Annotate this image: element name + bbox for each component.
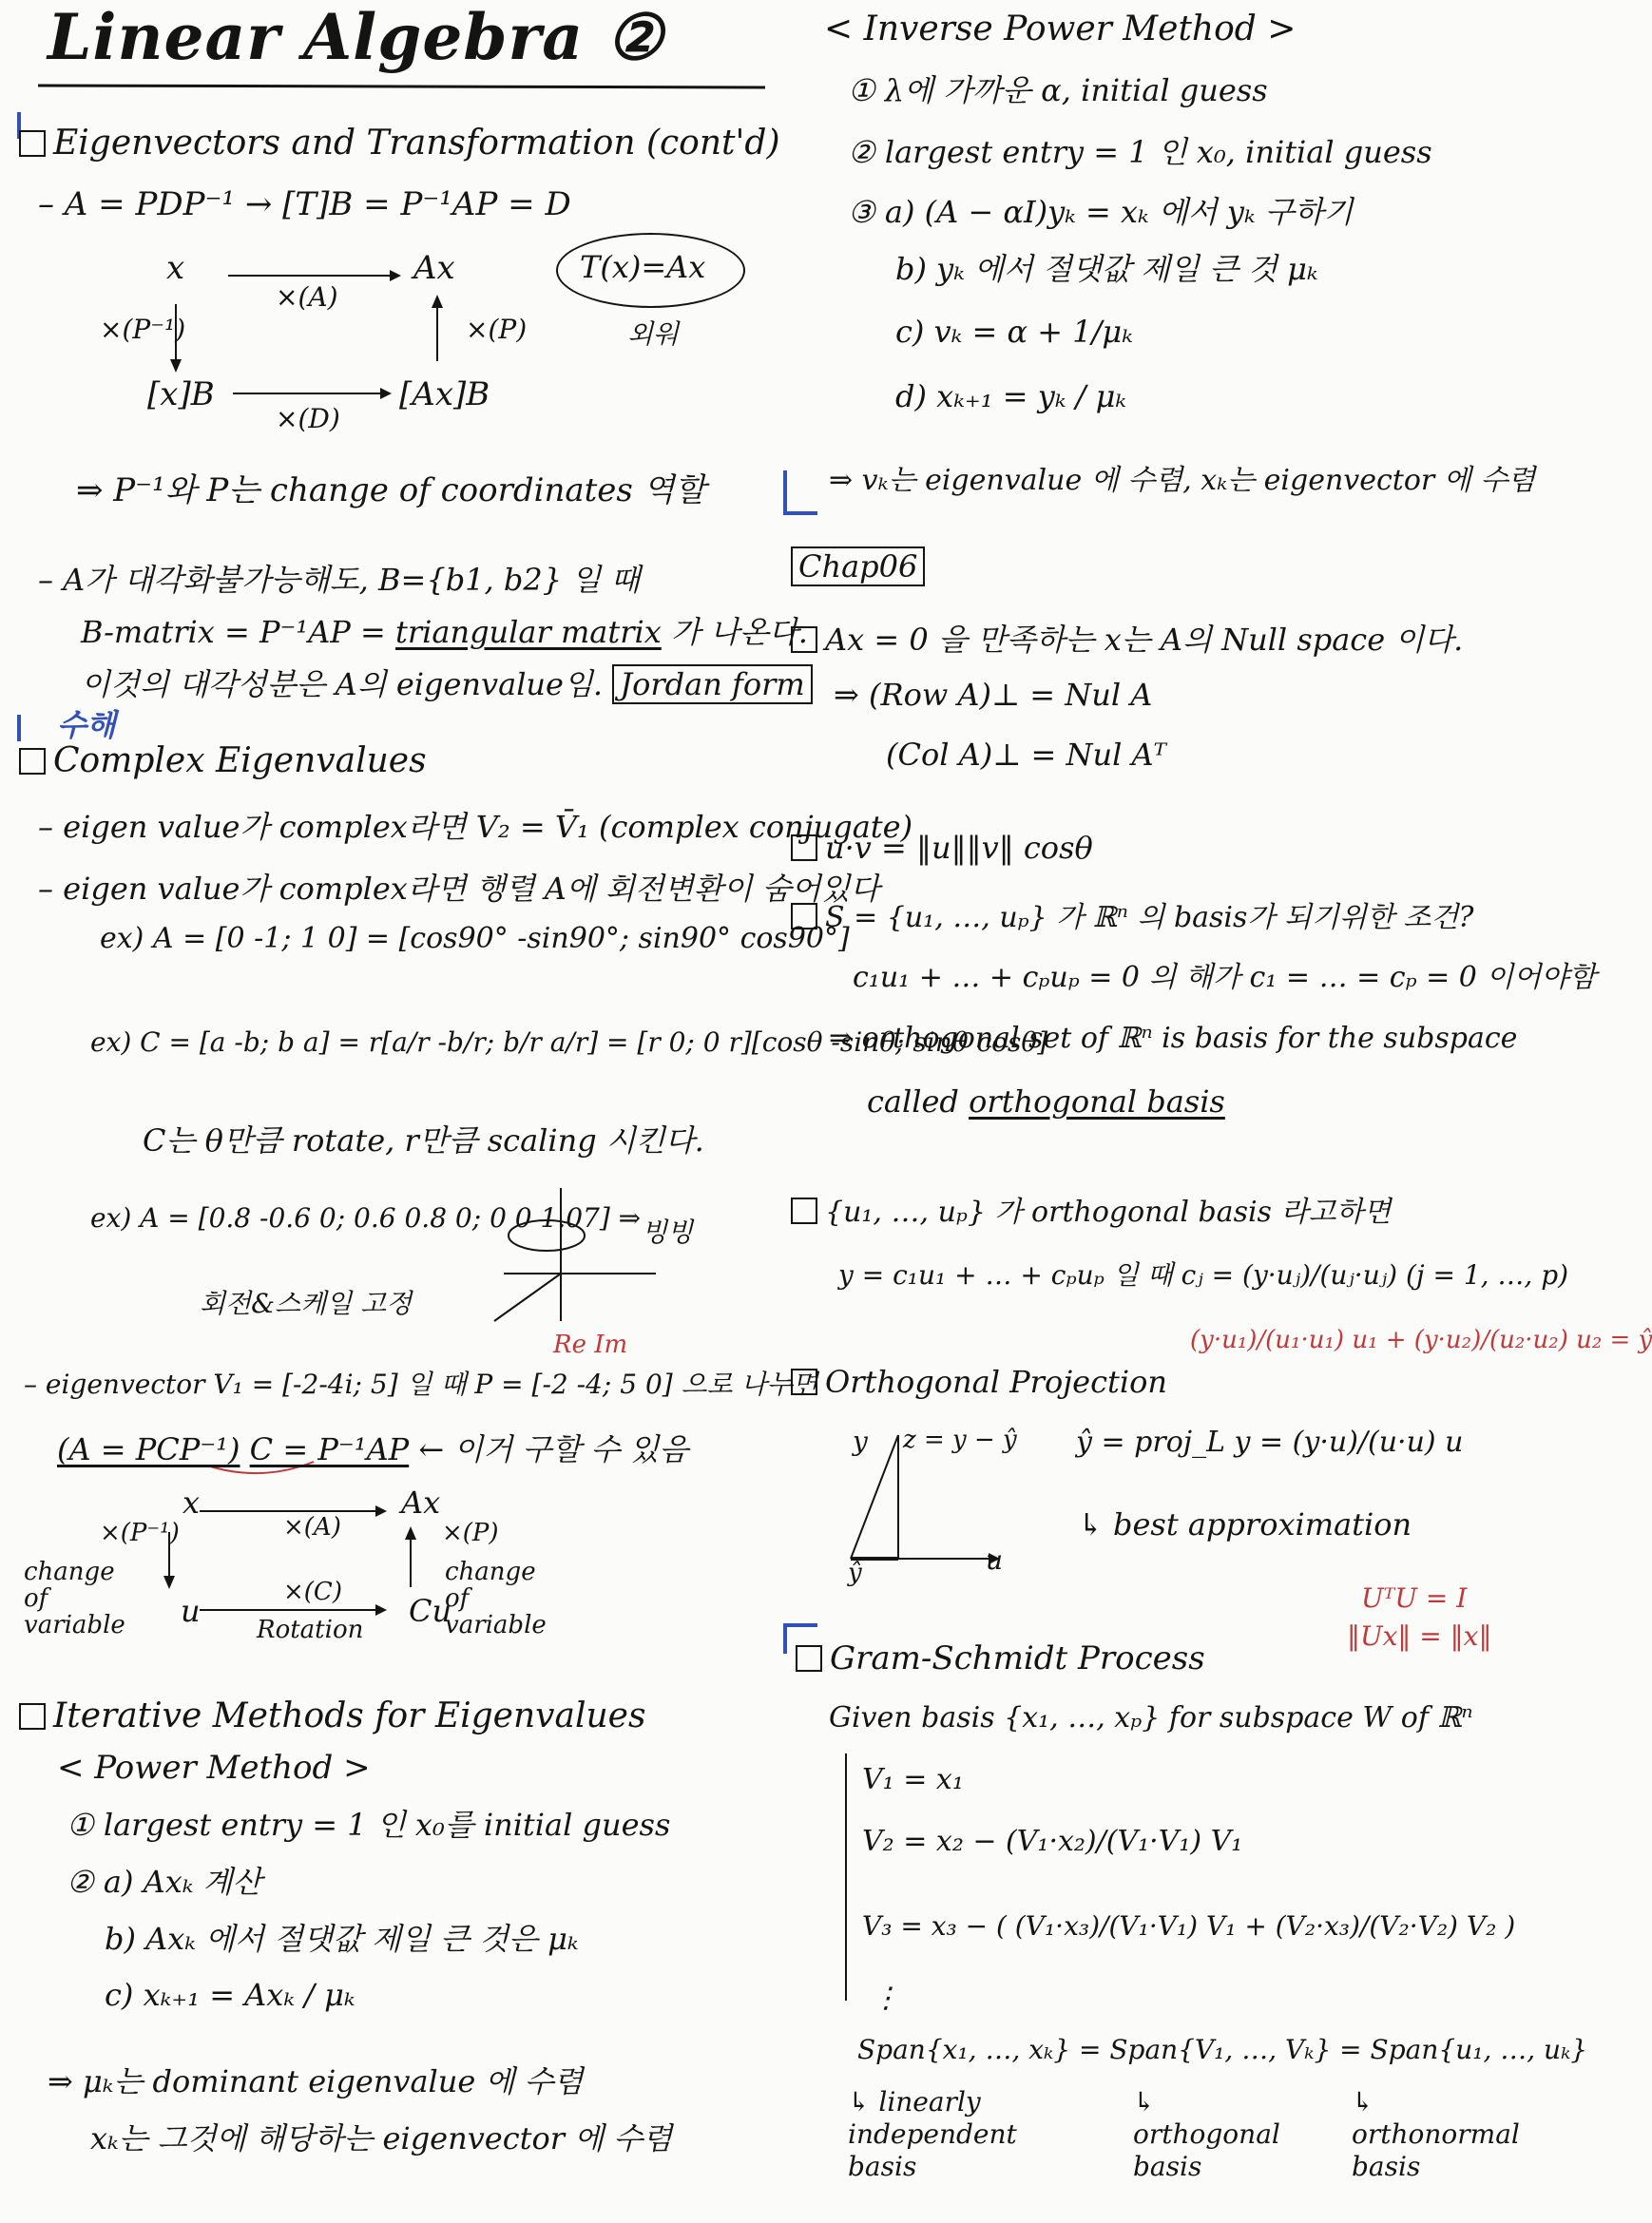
note-line: (Col A)⊥ = Nul Aᵀ: [886, 737, 1167, 773]
note-line: u·v = ‖u‖‖v‖ cosθ: [791, 830, 1093, 866]
note-line: S = {u₁, …, uₚ} 가 ℝⁿ 의 basis가 되기위한 조건?: [791, 893, 1473, 935]
section-tag: 수해: [57, 707, 116, 743]
ellipsis: ⋮: [872, 1982, 900, 2015]
example-line: ex) A = [0.8 -0.6 0; 0.6 0.8 0; 0 0 1.07] ⇒: [90, 1202, 642, 1234]
red-formula: (y·u₁)/(u₁·u₁) u₁ + (y·u₂)/(u₂·u₂) u₂ = ŷ: [1190, 1326, 1652, 1354]
diagram-axb: [Ax]B: [399, 375, 490, 413]
diagram-arrow-label: ×(A): [276, 281, 338, 313]
note-line: B-matrix = P⁻¹AP = triangular matrix 가 나온다.: [81, 614, 808, 650]
note-line: ⇒ vₖ는 eigenvalue 에 수렴, xₖ는 eigenvector 에 수렴: [829, 464, 1536, 497]
note-line: ⇒ orthogonal set of ℝⁿ is basis for the subspace: [829, 1022, 1518, 1055]
step-line: ② largest entry = 1 인 x₀, initial guess: [848, 134, 1432, 170]
oval-formula: T(x)=Ax: [580, 249, 706, 285]
note-line: Given basis {x₁, …, xₚ} for subspace W of ℝⁿ: [829, 1701, 1473, 1734]
diagram-x: x: [182, 1485, 201, 1521]
note-line: ⇒ P⁻¹와 P는 change of coordinates 역할: [76, 471, 706, 509]
note-line: – eigen value가 complex라면 행렬 A에 회전변환이 숨어있다: [38, 871, 880, 907]
diagram-rotation: Rotation: [257, 1616, 364, 1644]
proj-u: u: [986, 1544, 1004, 1576]
formula-line: V₃ = x₃ − ( (V₁·x₃)/(V₁·V₁) V₁ + (V₂·x₃)/(V₂·V₂) V₂ ): [862, 1910, 1516, 1942]
step-line: ② a) Axₖ 계산: [67, 1864, 262, 1900]
diagram-cu: Cu: [409, 1593, 452, 1629]
note-line: ⇒ μₖ는 dominant eigenvalue 에 수렴: [48, 2063, 584, 2099]
note-line: 이것의 대각성분은 A의 eigenvalue임. Jordan form: [81, 661, 813, 704]
spin-note: 빙빙: [642, 1217, 694, 1248]
re-im-note: Re Im: [553, 1331, 628, 1359]
right-column: [781, 0, 1652, 2223]
example-line: ex) C = [a -b; b a] = r[a/r -b/r; b/r a/r] = [r 0; 0 r][cosθ -sinθ; sinθ cosθ]: [90, 1026, 1048, 1058]
note-line: – A = PDP⁻¹ → [T]B = P⁻¹AP = D: [38, 185, 571, 223]
formula-line: ŷ = proj_L y = (y·u)/(u·u) u: [1076, 1426, 1464, 1459]
step-line: ③ a) (A − αI)yₖ = xₖ 에서 yₖ 구하기: [848, 194, 1354, 230]
note-line: C는 θ만큼 rotate, r만큼 scaling 시킨다.: [143, 1122, 704, 1159]
step-line: c) xₖ₊₁ = Axₖ / μₖ: [105, 1977, 355, 2013]
basis-note: ↳ linearly independent basis: [848, 2086, 1017, 2182]
note-line: (A = PCP⁻¹) C = P⁻¹AP ← 이거 구할 수 있음: [57, 1431, 689, 1467]
diagram-side-note: change of variable: [445, 1558, 547, 1639]
section-heading: Iterative Methods for Eigenvalues: [19, 1696, 645, 1735]
proj-z: z = y − ŷ: [903, 1426, 1017, 1454]
note-line: – eigenvector V₁ = [-2-4i; 5] 일 때 P = [-2 -4; 5 0] 으로 나누면: [24, 1369, 818, 1400]
step-line: ① largest entry = 1 인 x₀를 initial guess: [67, 1807, 671, 1843]
diagram-ax: Ax: [401, 1485, 441, 1521]
diagram-xb: [x]B: [147, 375, 215, 413]
example-line: ex) A = [0 -1; 1 0] = [cos90° -sin90°; sin90° cos90°]: [100, 922, 850, 955]
note-line: Ax = 0 을 만족하는 x는 A의 Null space 이다.: [791, 616, 1463, 660]
example-note: 회전&스케일 고정: [200, 1288, 413, 1319]
section-heading: Gram-Schmidt Process: [796, 1639, 1205, 1677]
sub-heading: < Power Method >: [57, 1749, 371, 1787]
step-line: ① λ에 가까운 α, initial guess: [848, 72, 1268, 108]
basis-note: ↳ orthogonal basis: [1133, 2086, 1280, 2182]
diagram-x: x: [166, 249, 185, 287]
diagram-arrow-label: ×(P⁻¹): [100, 314, 186, 345]
section-heading: < Inverse Power Method >: [824, 10, 1297, 48]
diagram-arrow-label: ×(P⁻¹): [100, 1519, 180, 1547]
formula-line: V₁ = x₁: [862, 1763, 964, 1796]
note-line: ↳ best approximation: [1078, 1506, 1412, 1543]
note-line: ⇒ (Row A)⊥ = Nul A: [834, 677, 1153, 713]
diagram-arrow-label: ×(C): [283, 1578, 342, 1606]
note-line: c₁u₁ + … + cₚuₚ = 0 의 해가 c₁ = … = cₚ = 0 이어야함: [853, 961, 1597, 994]
proj-y: y: [853, 1426, 868, 1457]
red-note: UᵀU = I: [1361, 1582, 1468, 1614]
section-heading: Complex Eigenvalues: [19, 741, 427, 780]
note-line: – A가 대각화불가능해도, B={b1, b2} 일 때: [38, 562, 641, 598]
formula-line: y = c₁u₁ + … + cₚuₚ 일 때 cⱼ = (y·uⱼ)/(uⱼ·uⱼ) (j = 1, …, p): [838, 1259, 1569, 1291]
diagram-u: u: [181, 1593, 201, 1629]
page-title: Linear Algebra ②: [48, 0, 664, 74]
note-line: xₖ는 그것에 해당하는 eigenvector 에 수렴: [90, 2120, 673, 2156]
formula-line: V₂ = x₂ − (V₁·x₂)/(V₁·V₁) V₁: [862, 1825, 1243, 1858]
step-line: b) yₖ 에서 절댓값 제일 큰 것 μₖ: [895, 251, 1318, 287]
diagram-side-note: change of variable: [24, 1558, 125, 1639]
memorize-note: 외워: [627, 318, 680, 350]
section-heading: Eigenvectors and Transformation (cont'd): [19, 124, 780, 163]
diagram-ax: Ax: [413, 249, 455, 287]
chapter-label: Chap06: [791, 546, 925, 586]
step-line: d) xₖ₊₁ = yₖ / μₖ: [895, 378, 1127, 414]
diagram-arrow-label: ×(P): [466, 314, 528, 345]
proj-yhat: ŷ: [848, 1559, 862, 1587]
diagram-arrow-label: ×(P): [442, 1519, 499, 1547]
formula-line: Span{x₁, …, xₖ} = Span{V₁, …, Vₖ} = Span{u₁, …, uₖ}: [857, 2034, 1588, 2065]
red-note: ‖Ux‖ = ‖x‖: [1347, 1620, 1492, 1652]
note-line: called orthogonal basis: [867, 1083, 1225, 1120]
step-line: b) Axₖ 에서 절댓값 제일 큰 것은 μₖ: [105, 1921, 579, 1957]
step-line: c) vₖ = α + 1/μₖ: [895, 314, 1133, 350]
basis-note: ↳ orthonormal basis: [1352, 2086, 1520, 2182]
diagram-arrow-label: ×(D): [276, 403, 340, 434]
section-heading: Orthogonal Projection: [791, 1364, 1167, 1400]
note-line: {u₁, …, uₚ} 가 orthogonal basis 라고하면: [791, 1188, 1391, 1230]
diagram-arrow-label: ×(A): [283, 1513, 341, 1542]
note-line: – eigen value가 complex라면 V₂ = V̄₁ (complex conjugate): [38, 809, 913, 845]
